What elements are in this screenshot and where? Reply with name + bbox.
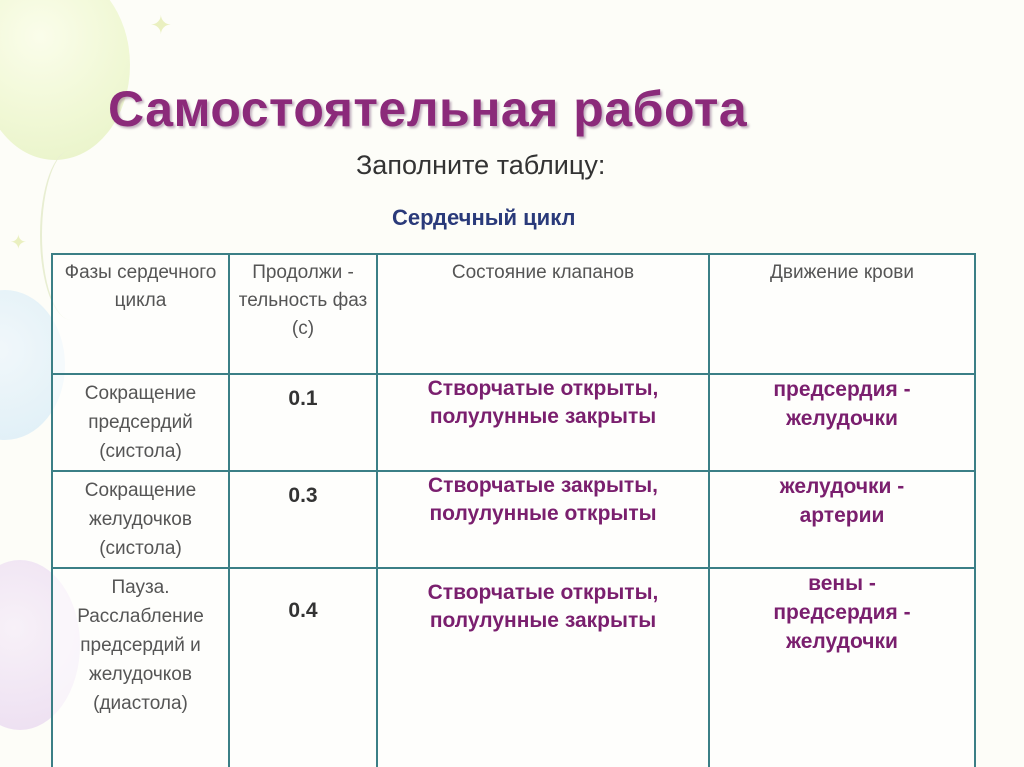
table-row — [52, 471, 975, 568]
blood-flow-line: желудочки — [786, 630, 898, 653]
table-row — [52, 568, 975, 767]
sparkle-icon: ✦ — [150, 10, 172, 40]
blood-flow-line: предсердия - — [773, 378, 911, 401]
valves-line: полулунные закрыты — [429, 609, 657, 632]
valves-line: полулунные закрыты — [429, 405, 657, 428]
header-duration: Продолжи - тельность фаз (с) — [229, 254, 377, 374]
blood-flow-line: желудочки - — [779, 475, 905, 498]
table-caption: Сердечный цикл — [392, 205, 576, 230]
valves-line: полулунные открыты — [429, 502, 657, 525]
blood-flow-cell — [709, 374, 975, 471]
phase-cell: Пауза. Расслабление предсердий и желудочков (диастола) — [52, 568, 229, 767]
blood-flow-cell — [709, 568, 975, 767]
header-valves: Состояние клапанов — [377, 254, 709, 374]
phase-cell: Сокращение предсердий (систола) — [52, 374, 229, 471]
valves-line: Створчатые открыты, — [427, 377, 659, 400]
slide-subtitle: Заполните таблицу: — [356, 150, 606, 180]
slide-title: Самостоятельная работа — [108, 81, 748, 137]
table-header-row — [52, 254, 975, 374]
blood-flow-line: желудочки — [786, 407, 898, 430]
duration-cell: 0.4 — [229, 568, 377, 767]
table-row — [52, 374, 975, 471]
valves-cell — [377, 568, 709, 767]
blood-flow-line: артерии — [799, 504, 885, 527]
valves-line: Створчатые закрыты, — [428, 474, 658, 497]
valves-cell — [377, 374, 709, 471]
cardiac-cycle-table — [51, 253, 976, 767]
sparkle-icon: ✦ — [10, 232, 27, 254]
header-blood-flow: Движение крови — [709, 254, 975, 374]
phase-cell: Сокращение желудочков (систола) — [52, 471, 229, 568]
valves-cell — [377, 471, 709, 568]
header-phases: Фазы сердечного цикла — [52, 254, 229, 374]
blood-flow-line: вены - — [808, 572, 876, 595]
blood-flow-line: предсердия - — [773, 601, 911, 624]
valves-line: Створчатые открыты, — [427, 581, 659, 604]
duration-cell: 0.3 — [229, 471, 377, 568]
duration-cell: 0.1 — [229, 374, 377, 471]
blood-flow-cell — [709, 471, 975, 568]
